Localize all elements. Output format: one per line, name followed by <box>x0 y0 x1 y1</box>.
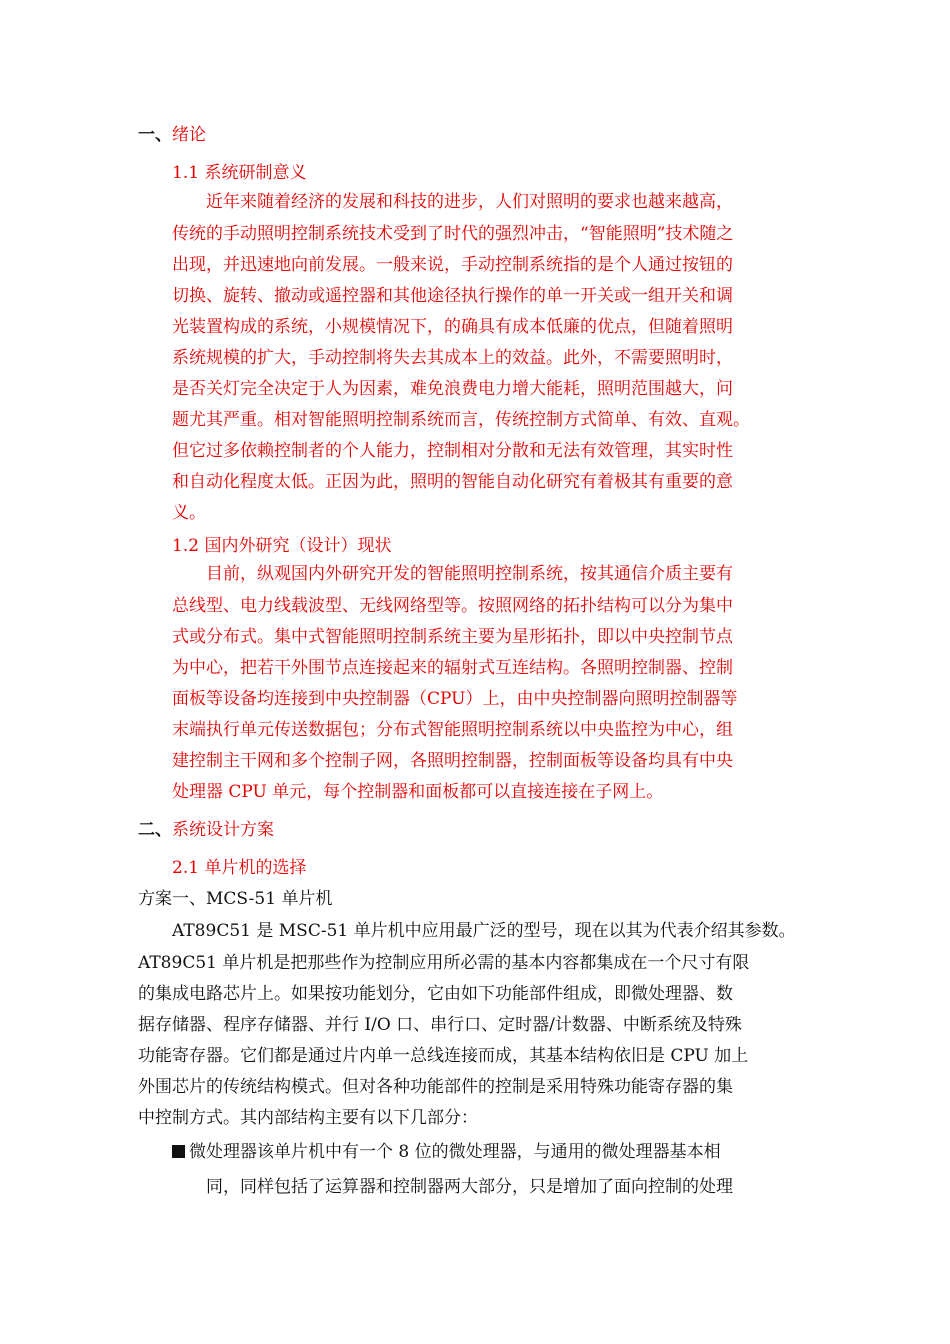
paragraph-line: 光装置构成的系统，小规模情况下，的确具有成本低廉的优点，但随着照明 <box>172 317 733 337</box>
paragraph-line: 末端执行单元传送数据包；分布式智能照明控制系统以中央监控为中心，组 <box>172 720 733 740</box>
bullet-continuation: 同，同样包括了运算器和控制器两大部分，只是增加了面向控制的处理 <box>206 1177 733 1197</box>
paragraph-line: 式或分布式。集中式智能照明控制系统主要为星形拓扑，即以中央控制节点 <box>172 627 733 647</box>
paragraph-line: 据存储器、程序存储器、并行 I/O 口、串行口、定时器/计数器、中断系统及特殊 <box>138 1015 742 1035</box>
paragraph-line: 义。 <box>172 503 206 523</box>
subsection-2-1-heading: 2.1 单片机的选择 <box>172 858 307 878</box>
section-2-title: 系统设计方案 <box>172 820 274 840</box>
section-1-heading <box>138 124 206 146</box>
scheme-title: 方案一、MCS-51 单片机 <box>138 889 333 909</box>
paragraph-line: 出现，并迅速地向前发展。一般来说，手动控制系统指的是个人通过按钮的 <box>172 255 733 275</box>
paragraph-line: 但它过多依赖控制者的个人能力，控制相对分散和无法有效管理，其实时性 <box>172 441 733 461</box>
paragraph-line: 是否关灯完全决定于人为因素，难免浪费电力增大能耗，照明范围越大，问 <box>172 379 733 399</box>
bullet-item <box>172 1141 721 1163</box>
section-1-number: 一、 <box>138 125 172 145</box>
paragraph-line: 传统的手动照明控制系统技术受到了时代的强烈冲击，“智能照明”技术随之 <box>172 224 734 244</box>
section-2-heading <box>138 819 274 841</box>
paragraph-line: AT89C51 单片机是把那些作为控制应用所必需的基本内容都集成在一个尺寸有限 <box>138 953 750 973</box>
paragraph-line: 处理器 CPU 单元，每个控制器和面板都可以直接连接在子网上。 <box>172 782 664 802</box>
section-1-title: 绪论 <box>172 125 206 145</box>
section-2-number: 二、 <box>138 820 172 840</box>
paragraph-line: 面板等设备均连接到中央控制器（CPU）上，由中央控制器向照明控制器等 <box>172 689 738 709</box>
paragraph-line: 和自动化程度太低。正因为此，照明的智能自动化研究有着极其有重要的意 <box>172 472 733 492</box>
paragraph-line: AT89C51 是 MSC-51 单片机中应用最广泛的型号，现在以其为代表介绍其参数。 <box>172 921 796 941</box>
bullet-text: 微处理器该单片机中有一个 8 位的微处理器，与通用的微处理器基本相 <box>189 1142 721 1162</box>
paragraph-line: 中控制方式。其内部结构主要有以下几部分： <box>138 1108 478 1128</box>
paragraph-line: 系统规模的扩大，手动控制将失去其成本上的效益。此外，不需要照明时， <box>172 348 733 368</box>
paragraph-line: 近年来随着经济的发展和科技的进步，人们对照明的要求也越来越高， <box>206 192 733 212</box>
paragraph-line: 外围芯片的传统结构模式。但对各种功能部件的控制是采用特殊功能寄存器的集 <box>138 1077 733 1097</box>
paragraph-line: 总线型、电力线载波型、无线网络型等。按照网络的拓扑结构可以分为集中 <box>172 596 733 616</box>
paragraph-line: 为中心，把若干外围节点连接起来的辐射式互连结构。各照明控制器、控制 <box>172 658 733 678</box>
paragraph-line: 的集成电路芯片上。如果按功能划分，它由如下功能部件组成，即微处理器、数 <box>138 984 733 1004</box>
paragraph-line: 功能寄存器。它们都是通过片内单一总线连接而成，其基本结构依旧是 CPU 加上 <box>138 1046 749 1066</box>
paragraph-line: 目前，纵观国内外研究开发的智能照明控制系统，按其通信介质主要有 <box>206 564 733 584</box>
paragraph-line: 题尤其严重。相对智能照明控制系统而言，传统控制方式简单、有效、直观。 <box>172 410 750 430</box>
paragraph-line: 建控制主干网和多个控制子网，各照明控制器，控制面板等设备均具有中央 <box>172 751 733 771</box>
paragraph-line: 切换、旋转、撤动或遥控器和其他途径执行操作的单一开关或一组开关和调 <box>172 286 733 306</box>
black-square-icon <box>172 1145 185 1158</box>
subsection-1-2-heading: 1.2 国内外研究（设计）现状 <box>172 536 392 556</box>
subsection-1-1-heading: 1.1 系统研制意义 <box>172 163 307 183</box>
